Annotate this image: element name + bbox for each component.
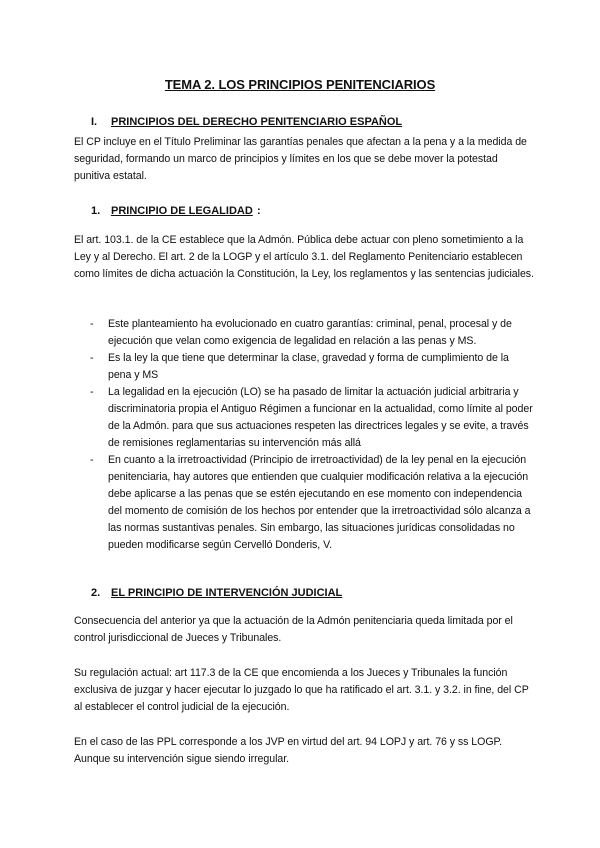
- subsection-number: 2.: [91, 587, 101, 599]
- garantias-list: [74, 316, 534, 554]
- bullet-dash: -: [90, 318, 94, 330]
- section-title: PRINCIPIOS DEL DERECHO PENITENCIARIO ESPAÑOL: [111, 116, 403, 128]
- subsection-number: 1.: [91, 205, 101, 217]
- bullet-dash: -: [90, 454, 94, 466]
- bullet-dash: -: [90, 352, 94, 364]
- intervencion-paragraph-1: Consecuencia del anterior ya que la actuación de la Admón penitenciaria queda limitada por el control jurisdiccional de Jueces y Tribunales.: [74, 615, 513, 644]
- list-item-text: En cuanto a la irretroactividad (Principio de irretroactividad) de la ley penal en la ejecución penitenciaria, hay autores que entienden que cualquier modificación relativa a la ejecución debe aplicarse a las penas que se estén ejecutando en ese momento con independencia del momento de comisión de los hechos por entender que la irretroactividad sólo alcanza a las normas sustantivas penales. Sin embargo, las situaciones jurídicas consolidadas no pueden modificarse según Cervelló Donderis, V.: [108, 454, 531, 551]
- list-item-text: La legalidad en la ejecución (LO) se ha pasado de limitar la actuación judicial arbitraria y discriminatoria propia el Antiguo Régimen a funcionar en la actualidad, como límite al poder de la Admón. para que sus actuaciones respeten las directrices legales y se evite, a través de remisiones reglamentarias su intervención más allá: [108, 386, 533, 449]
- list-item-text: Es la ley la que tiene que determinar la clase, gravedad y forma de cumplimiento de la pena y MS: [108, 352, 509, 381]
- legalidad-paragraph: El art. 103.1. de la CE establece que la Admón. Pública debe actuar con pleno sometimiento a la Ley y al Derecho. El art. 2 de la LOGP y el artículo 3.1. del Reglamento Penitenciario establecen como límites de dicha actuación la Constitución, la Ley, los reglamentos y las sentencias judiciales.: [74, 234, 534, 280]
- page-title: TEMA 2. LOS PRINCIPIOS PENITENCIARIOS: [164, 77, 436, 92]
- list-item: [74, 384, 534, 452]
- section-number: I.: [91, 116, 98, 128]
- subsection-title: EL PRINCIPIO DE INTERVENCIÓN JUDICIAL: [111, 587, 343, 599]
- list-item: [74, 350, 534, 384]
- intervencion-paragraph-2: Su regulación actual: art 117.3 de la CE que encomienda a los Jueces y Tribunales la función exclusiva de juzgar y hacer ejecutar lo juzgado lo que ha ratificado el art. 3.1. y 3.2. in fine, del CP al establecer el control judicial de la ejecución.: [74, 667, 529, 713]
- intro-paragraph: El CP incluye en el Título Preliminar las garantías penales que afectan a la pena y a la medida de seguridad, formando un marco de principios y límites en los que se debe mover la potestad punitiva estatal.: [74, 136, 527, 182]
- list-item-text: Este planteamiento ha evolucionado en cuatro garantías: criminal, penal, procesal y de ejecución que velan como exigencia de legalidad en relación a las penas y MS.: [108, 318, 512, 347]
- list-item: [74, 452, 534, 554]
- list-item: [74, 316, 534, 350]
- intervencion-paragraph-3: En el caso de las PPL corresponde a los JVP en virtud del art. 94 LOPJ y art. 76 y ss LOGP. Aunque su intervención sigue siendo irregular.: [74, 736, 503, 765]
- subsection-title: PRINCIPIO DE LEGALIDAD: [111, 205, 253, 217]
- bullet-dash: -: [90, 386, 94, 398]
- subsection-colon: :: [257, 205, 261, 217]
